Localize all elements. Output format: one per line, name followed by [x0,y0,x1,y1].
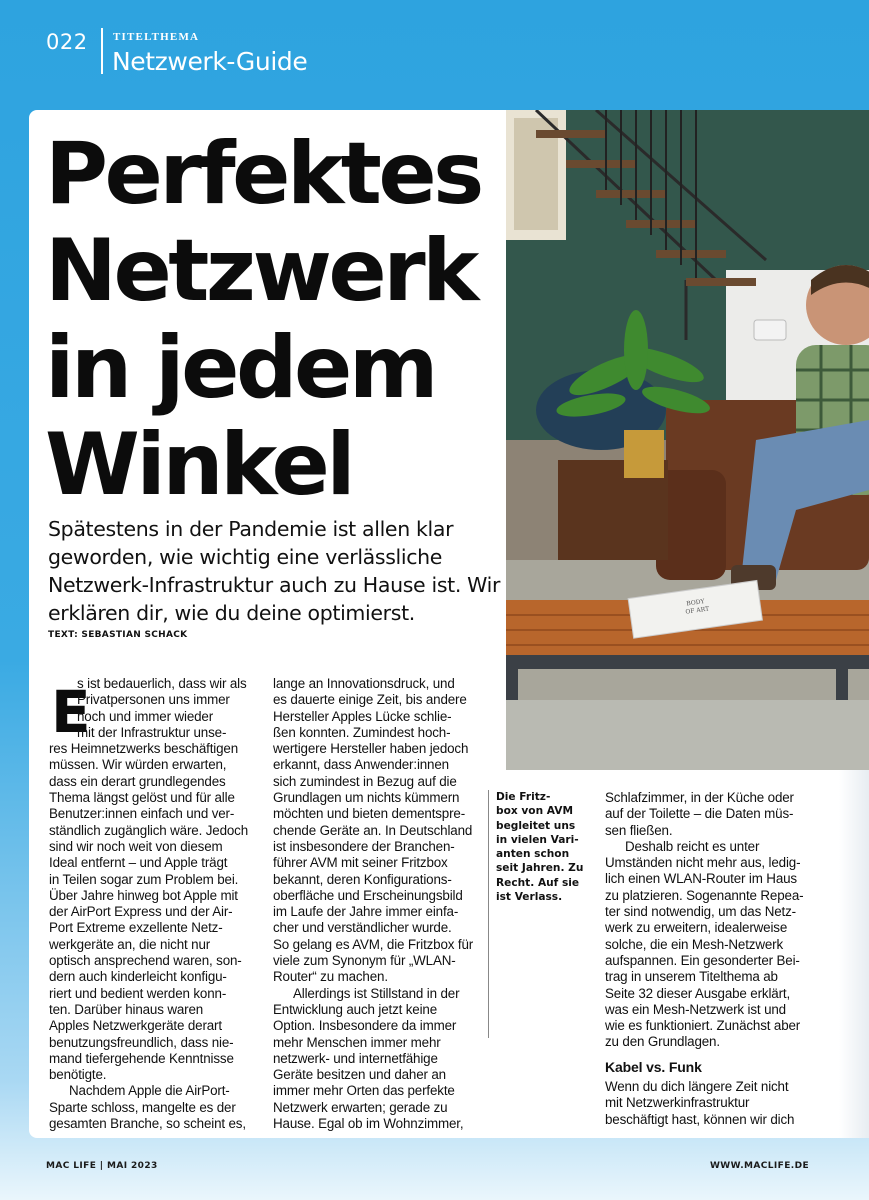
headline-line: Netzwerk [45,221,476,321]
living-room-photo [506,110,869,770]
text-line: Nachdem Apple die AirPort- [69,1083,230,1099]
article-panel [29,110,869,1138]
text-line: anten schon [496,848,570,861]
subheading: Kabel vs. Funk [605,1058,702,1075]
text-line: oberfläche und Erscheinungsbild [273,887,463,903]
text-line: im Laufe der Jahre immer einfa- [273,904,459,920]
text-line: dass ein derart grundlegendes [49,773,226,789]
page-number: 022 [46,30,88,54]
text-line: netzwerk- und internetfähige [273,1050,438,1066]
text-line: lich einen WLAN-Router im Haus [605,871,797,887]
text-line: dern auch kinderleicht konfigu- [49,969,227,985]
book-title-line1: BODY [685,598,705,608]
text-line: box von AVM [496,805,574,818]
text-line: führer AVM mit seiner Fritzbox [273,855,448,871]
text-line: ten. Darüber hinaus waren [49,1001,204,1017]
text-line: Thema längst gelöst und für alle [49,790,235,806]
text-line: Die Fritz- [496,791,551,803]
footer-issue: MAC LIFE | MAI 2023 [46,1161,158,1171]
text-line: benutzungsfreundlich, dass nie- [49,1034,234,1050]
text-line: Geräte besitzen und daher an [273,1067,446,1083]
text-line: s ist bedauerlich, dass wir als [77,676,247,691]
text-line: begleitet uns [496,819,576,832]
headline-line: Winkel [45,415,353,515]
text-line: mand tiefergehende Kenntnisse [49,1050,234,1066]
text-line: in vielen Vari- [496,833,579,846]
text-line: ist insbesondere der Branchen- [273,838,455,854]
text-line: Schlafzimmer, in der Küche oder [605,790,794,805]
photo-caption [496,790,598,904]
byline-label: TEXT: [48,630,78,640]
text-line: Port Extreme exzellente Netz- [49,920,223,936]
text-line: werk zu erweitern, idealerweise [605,920,788,936]
text-line: viele zum Synonym für „WLAN- [273,953,456,969]
text-line: solche, die ein Mesh-Netzwerk [605,936,783,952]
body-column-3 [605,790,819,1128]
text-line: Wenn du dich längere Zeit nicht [605,1079,789,1095]
text-line: gesamten Branche, so scheint es, [49,1116,246,1132]
text-line: Benutzer:innen einfach und ver- [49,806,235,822]
section-title: Netzwerk-Guide [112,47,308,76]
text-line: chende Geräte an. In Deutschland [273,822,473,838]
body-column-1 [49,676,263,1132]
text-line: Privatpersonen uns immer [77,692,230,708]
text-line: Umständen nicht mehr aus, ledig- [605,855,801,871]
book-title-line2: OF ART [685,605,710,616]
page-header [0,0,869,110]
text-line: sen fließen. [605,822,673,838]
text-line: Recht. Auf sie [496,876,580,889]
headline-line: in jedem [45,318,435,418]
text-line: mit Netzwerkinfrastruktur [605,1095,750,1111]
headline [45,126,505,514]
text-line: ständlich zugänglich wäre. Jedoch [49,822,249,838]
byline-author: SEBASTIAN SCHACK [81,630,188,640]
text-line: ist Verlass. [496,891,563,904]
text-line: trag in unserem Titelthema ab [605,969,778,985]
text-line: beschäftigt hast, können wir dich [605,1111,795,1127]
body-column-2 [273,676,491,1132]
text-line: res Heimnetzwerks beschäftigen [49,741,239,757]
text-line: werkgeräte an, die nicht nur [49,936,211,952]
text-line: Deshalb reicht es unter [625,838,760,854]
text-line: Über Jahre hinweg bot Apple mit [49,887,238,903]
text-line: cher und verständlicher wurde. [273,920,452,936]
drop-cap: E [51,678,91,746]
text-line: müssen. Wir würden erwarten, [49,757,227,773]
headline-line: Perfektes [45,124,481,224]
text-line: es dauerte einige Zeit, bis andere [273,692,467,708]
text-line: in Teilen sogar zum Problem bei. [49,871,239,887]
lead-paragraph: Spätestens in der Pandemie ist allen klar geworden, wie wichtig eine verlässliche Netzwerk-Infrastruktur auch zu Hause ist. Wir erklären dir, wie du deine optimierst. [48,517,501,625]
text-line: So gelang es AVM, die Fritzbox für [273,936,474,952]
text-line: zu den Grundlagen. [605,1034,720,1050]
text-line: lange an Innovationsdruck, und [273,676,455,691]
text-line: wie es funktioniert. Zunächst aber [605,1018,801,1034]
text-line: optisch ansprechend waren, son- [49,953,242,969]
text-line: Sparte schloss, mangelte es der [49,1099,236,1115]
article-photo [506,110,869,770]
text-line: was ein Mesh-Netzwerk ist und [605,1001,786,1017]
text-line: erkannt, dass Anwender:innen [273,757,449,773]
text-line: Hersteller Apples Lücke schlie- [273,708,452,724]
text-line: sind wir noch weit von diesem [49,838,223,854]
text-line: benötigte. [49,1067,107,1083]
text-line: Entwicklung auch jetzt keine [273,1001,438,1017]
page-fold-shadow [839,770,869,1138]
text-line: der AirPort Express und der Air- [49,904,233,920]
text-line: Netzwerk erwarten; gerade zu [273,1099,448,1115]
footer-url[interactable]: WWW.MACLIFE.DE [709,1161,809,1171]
text-line: möchten und bieten dementspre- [273,806,466,822]
section-kicker: TITELTHEMA [113,31,200,43]
text-line: riert und bedient werden konn- [49,985,227,1001]
text-line: noch und immer wieder [77,708,214,724]
text-line: Allerdings ist Stillstand in der [293,985,460,1001]
text-line: wertigere Hersteller haben jedoch [273,741,469,757]
text-line: mehr Menschen immer mehr [273,1034,441,1050]
text-line: zu platzieren. Sogenannte Repea- [605,887,804,903]
header-divider [101,28,103,74]
text-line: aufspannen. Ein gesonderter Bei- [605,952,800,968]
text-line: Seite 32 dieser Ausgabe erklärt, [605,985,791,1001]
text-line: Option. Insbesondere da immer [273,1018,457,1034]
text-line: ßen konnten. Zumindest hoch- [273,724,451,740]
text-line: Ideal entfernt – und Apple trägt [49,855,228,871]
text-line: Router“ zu machen. [273,969,388,985]
text-line: mit der Infrastruktur unse- [77,724,227,740]
text-line: Hause. Egal ob im Wohnzimmer, [273,1116,464,1132]
caption-rule [488,790,489,1038]
byline [48,630,187,640]
text-line: ter sind notwendig, um das Netz- [605,904,796,920]
text-line: sich zumindest in Bezug auf die [273,773,457,789]
text-line: bekannt, deren Konfigurations- [273,871,452,887]
text-line: immer mehr Orten das perfekte [273,1083,455,1099]
text-line: Apples Netzwerkgeräte derart [49,1018,222,1034]
text-line: seit Jahren. Zu [496,862,584,875]
text-line: auf der Toilette – die Daten müs- [605,806,794,822]
text-line: Grundlagen um nichts kümmern [273,790,460,806]
